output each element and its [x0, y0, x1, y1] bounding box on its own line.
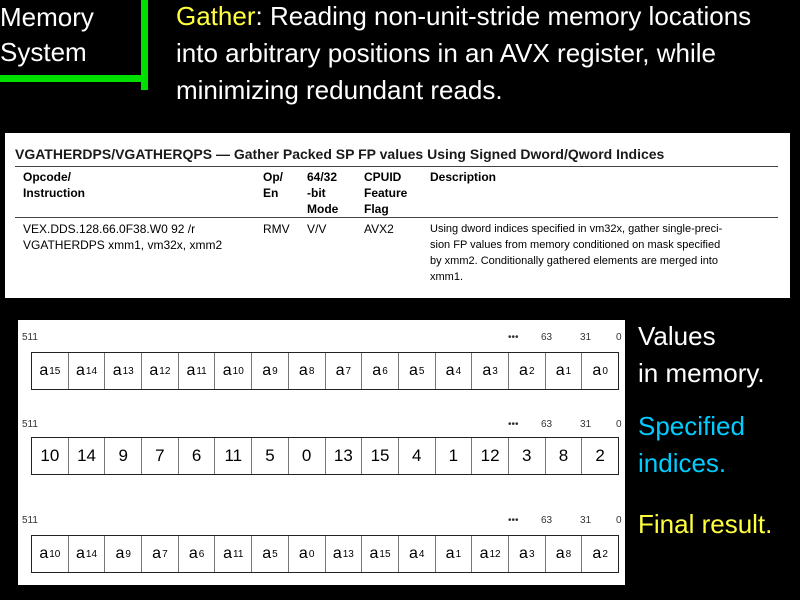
element-subscript: 13 — [122, 365, 134, 377]
element-subscript: 4 — [418, 548, 425, 560]
gather-diagram — [18, 320, 625, 585]
reference-heading: VGATHERDPS/VGATHERQPS — Gather Packed SP FP values Using Signed Dword/Qword Indices — [15, 146, 665, 162]
element-letter: a — [149, 362, 159, 379]
element-letter: a — [115, 545, 125, 562]
memory-element — [215, 353, 252, 389]
element-subscript: 13 — [342, 548, 354, 560]
element-subscript: 1 — [455, 548, 462, 560]
memory-element — [142, 353, 179, 389]
memory-element — [69, 353, 106, 389]
memory-element — [472, 353, 509, 389]
bit-marker: 31 — [580, 419, 592, 430]
memory-element — [436, 536, 473, 572]
memory-element — [105, 536, 142, 572]
element-letter: a — [592, 545, 602, 562]
memory-element — [399, 536, 436, 572]
index-element: 0 — [289, 438, 326, 474]
element-letter: a — [298, 545, 308, 562]
memory-element — [105, 353, 142, 389]
memory-element — [32, 353, 69, 389]
memory-element — [179, 536, 216, 572]
cell-opcode: VEX.DDS.128.66.0F38.W0 92 /r VGATHERDPS xmm1, vm32x, xmm2 — [23, 222, 223, 252]
bit-marker: 0 — [616, 332, 622, 343]
element-letter: a — [76, 362, 85, 379]
element-letter: a — [39, 545, 49, 562]
element-letter: a — [262, 545, 272, 562]
element-letter: a — [482, 362, 492, 379]
memory-element — [399, 353, 436, 389]
index-element: 5 — [252, 438, 289, 474]
memory-element — [472, 536, 509, 572]
element-subscript: 9 — [272, 365, 278, 377]
element-letter: a — [479, 545, 489, 562]
element-subscript: 11 — [233, 548, 244, 560]
element-letter: a — [519, 545, 528, 562]
element-subscript: 4 — [455, 365, 462, 377]
memory-element — [326, 536, 363, 572]
element-subscript: 5 — [418, 365, 425, 377]
element-subscript: 15 — [379, 548, 391, 560]
cell-cpuid: AVX2 — [364, 222, 394, 236]
element-subscript: 2 — [602, 548, 608, 560]
memory-element — [69, 536, 106, 572]
element-subscript: 6 — [382, 365, 388, 377]
index-element: 11 — [215, 438, 252, 474]
element-subscript: 7 — [162, 548, 168, 560]
memory-element — [546, 353, 583, 389]
label-values-in-memory: Values in memory. — [638, 321, 765, 388]
element-letter: a — [369, 545, 379, 562]
element-letter: a — [592, 362, 602, 379]
header-description: Description — [430, 170, 497, 184]
element-subscript: 7 — [345, 365, 352, 377]
element-letter: a — [332, 545, 342, 562]
bit-marker: 31 — [580, 332, 592, 343]
index-element: 15 — [362, 438, 399, 474]
element-letter: a — [223, 545, 233, 562]
label-final-result: Final result. — [638, 509, 773, 539]
bit-marker: 511 — [22, 332, 38, 343]
index-element: 8 — [546, 438, 583, 474]
element-subscript: 15 — [49, 365, 61, 377]
element-letter: a — [152, 545, 162, 562]
element-letter: a — [335, 362, 345, 379]
instruction-reference-table — [5, 133, 790, 298]
bit-marker: 31 — [580, 515, 592, 526]
memory-element — [215, 536, 252, 572]
cell-bit-mode: V/V — [307, 222, 327, 236]
bit-marker: 63 — [541, 515, 553, 526]
title-keyword: Gather — [176, 1, 256, 31]
element-subscript: 10 — [49, 548, 61, 560]
header-opcode: Opcode/ Instruction — [23, 170, 85, 200]
bit-markers-indices — [18, 419, 625, 433]
index-element: 2 — [595, 446, 605, 465]
index-element: 12 — [472, 438, 509, 474]
header-bit-mode: 64/32 -bit Mode — [307, 170, 339, 216]
element-subscript: 8 — [565, 548, 572, 560]
index-element: 7 — [142, 438, 179, 474]
index-element: 1 — [436, 438, 473, 474]
element-letter: a — [262, 362, 272, 379]
memory-element — [179, 353, 216, 389]
index-element: 13 — [326, 438, 363, 474]
bit-marker: 63 — [541, 419, 553, 430]
bit-marker: 63 — [541, 332, 553, 343]
bit-markers-memory — [18, 332, 625, 346]
header-cpuid: CPUID Feature Flag — [364, 170, 408, 216]
memory-element — [509, 536, 546, 572]
element-subscript: 2 — [528, 365, 535, 377]
index-element: 9 — [105, 438, 142, 474]
element-subscript: 12 — [489, 548, 501, 560]
element-subscript: 14 — [85, 548, 98, 560]
element-letter: a — [445, 362, 455, 379]
result-row — [31, 535, 619, 573]
element-subscript: 0 — [602, 365, 608, 377]
bit-marker: 0 — [616, 515, 622, 526]
element-subscript: 3 — [528, 548, 535, 560]
memory-element — [582, 536, 618, 572]
memory-element — [252, 536, 289, 572]
topic-label — [0, 0, 94, 70]
element-subscript: 11 — [196, 365, 207, 377]
element-letter: a — [222, 362, 232, 379]
reference-rule-mid — [15, 217, 778, 218]
reference-rule-top — [15, 166, 778, 167]
index-element: 6 — [179, 438, 216, 474]
element-letter: a — [112, 362, 122, 379]
memory-element — [436, 353, 473, 389]
bit-markers-result — [18, 515, 625, 529]
element-letter: a — [555, 362, 565, 379]
slide-title — [176, 0, 796, 109]
index-element: 4 — [399, 438, 436, 474]
element-subscript: 9 — [125, 548, 131, 560]
memory-element — [32, 536, 69, 572]
element-subscript: 3 — [492, 365, 498, 377]
element-subscript: 14 — [85, 365, 98, 377]
element-letter: a — [519, 362, 528, 379]
memory-element — [546, 536, 583, 572]
element-subscript: 6 — [198, 548, 205, 560]
cell-description: Using dword indices specified in vm32x, gather single-preci- sion FP values from memory conditioned on mask specified by xmm2. Conditionally gathered elements are merged into xmm1. — [430, 223, 723, 283]
element-subscript: 12 — [159, 365, 171, 377]
bit-marker: 511 — [22, 419, 38, 430]
ellipsis-marker: ••• — [508, 515, 519, 526]
memory-element — [362, 353, 399, 389]
memory-element — [289, 536, 326, 572]
element-letter: a — [445, 545, 455, 562]
memory-element — [252, 353, 289, 389]
element-letter: a — [408, 545, 418, 562]
element-subscript: 0 — [308, 548, 315, 560]
memory-element — [582, 353, 618, 389]
element-letter: a — [298, 362, 308, 379]
ellipsis-marker: ••• — [508, 332, 519, 343]
title-text: : Reading non-unit-stride memory locations into arbitrary positions in an AVX register, while minimizing redundant reads. — [176, 1, 752, 105]
bit-marker: 511 — [22, 515, 38, 526]
header-open: Op/ En — [263, 170, 283, 200]
element-letter: a — [372, 362, 382, 379]
element-letter: a — [188, 545, 198, 562]
element-letter: a — [408, 362, 418, 379]
element-letter: a — [76, 545, 85, 562]
topic-line-1: Memory — [0, 2, 94, 32]
element-letter: a — [39, 362, 49, 379]
element-subscript: 1 — [565, 365, 572, 377]
element-letter: a — [555, 545, 565, 562]
index-element: 10 — [32, 438, 69, 474]
memory-element — [326, 353, 363, 389]
element-letter: a — [186, 362, 196, 379]
memory-element — [142, 536, 179, 572]
memory-element — [509, 353, 546, 389]
divider-horizontal — [0, 75, 148, 82]
topic-line-2: System — [0, 37, 87, 67]
bit-marker: 0 — [616, 419, 622, 430]
element-subscript: 8 — [308, 365, 315, 377]
index-element: 14 — [69, 438, 106, 474]
memory-element — [362, 536, 399, 572]
element-subscript: 5 — [272, 548, 278, 560]
element-subscript: 10 — [232, 365, 244, 377]
memory-element — [289, 353, 326, 389]
cell-open: RMV — [263, 222, 290, 236]
label-specified-indices: Specified indices. — [638, 411, 745, 478]
indices-row — [31, 437, 619, 475]
ellipsis-marker: ••• — [508, 419, 519, 430]
memory-values-row — [31, 352, 619, 390]
index-element: 3 — [509, 438, 546, 474]
